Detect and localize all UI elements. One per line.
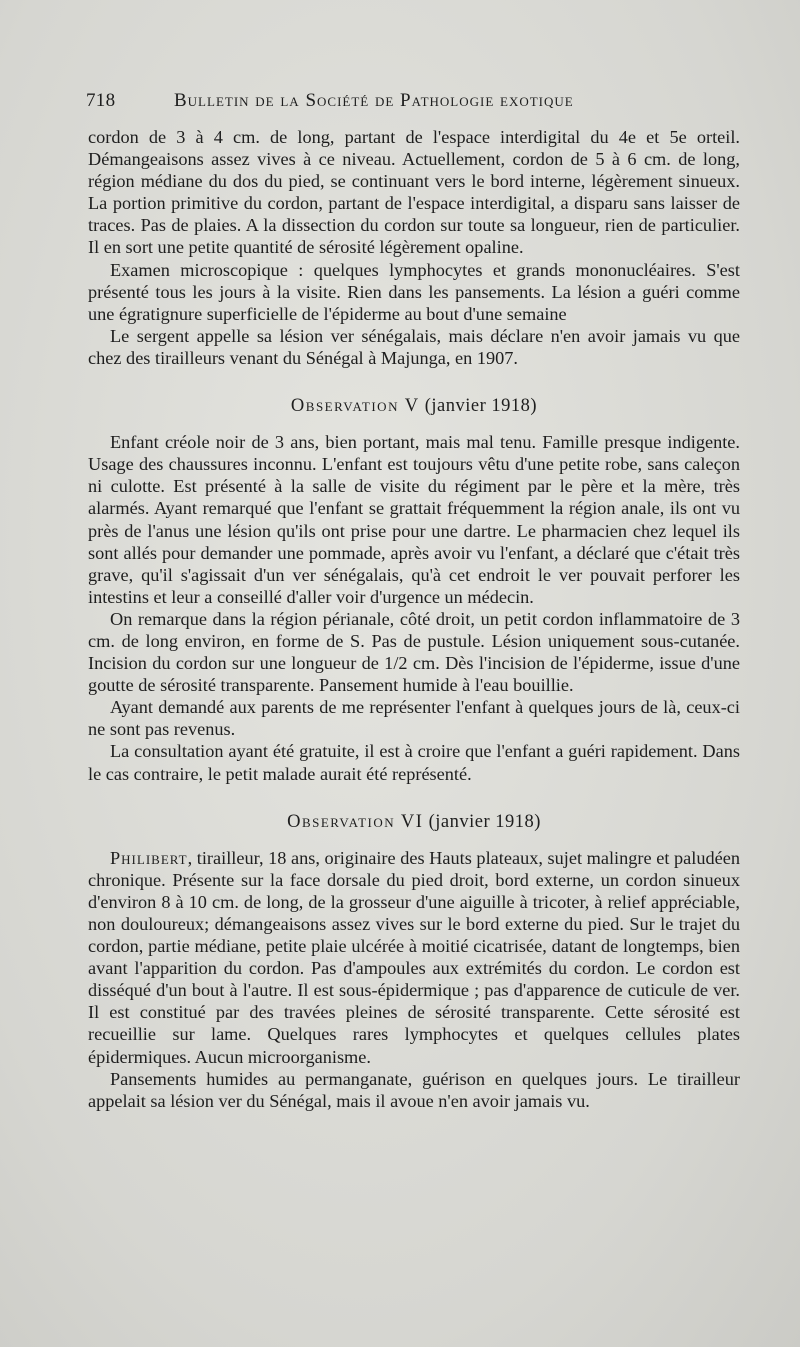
paragraph: Examen microscopique : quelques lymphocytes et grands mononucléaires. S'est présenté tous les jours à la visite. Rien dans les pansements. La lésion a guéri comme une égratignure superficielle de l'épiderme au bout d'une semaine xyxy=(88,259,740,324)
paragraph: La consultation ayant été gratuite, il est à croire que l'enfant a guéri rapidement. Dans le cas contraire, le petit malade aurait été représenté. xyxy=(88,741,740,784)
paragraph: Pansements humides au permanganate, guérison en quelques jours. Le tirailleur appelait sa lésion ver du Sénégal, mais il avoue n'en avoir jamais vu. xyxy=(88,1068,740,1111)
section-heading-observation-6 xyxy=(88,811,740,833)
observation-label: Observation V xyxy=(290,396,420,417)
paragraph: cordon de 3 à 4 cm. de long, partant de l'espace interdigital du 4e et 5e orteil. Démangeaisons assez vives à ce niveau. Actuellement, cordon de 5 à 6 cm. de long, région médiane du dos du pied, se continuant vers le bord interne, légèrement sinueux. La portion primitive du cordon, partant de l'espace interdigital, a disparu sans laisser de traces. Pas de plaies. A la dissection du cordon sur toute sa longueur, rien de particulier. Il en sort une petite quantité de sérosité légèrement opaline. xyxy=(88,127,740,258)
observation-date: (janvier 1918) xyxy=(428,811,541,832)
observation-date: (janvier 1918) xyxy=(424,396,538,417)
paragraph: Ayant demandé aux parents de me représenter l'enfant à quelques jours de là, ceux-ci ne sont pas revenus. xyxy=(88,697,740,740)
patient-name: Philibert xyxy=(110,847,188,868)
paragraph-text: , tirailleur, 18 ans, originaire des Hauts plateaux, sujet malingre et paludéen chronique. Présente sur la face dorsale du pied droit, bord externe, un cordon sinueux d'environ 8 à 10 cm. de long, de la grosseur d'une aiguille à tricoter, à relief appréciable, non douloureux; démangeaisons assez vives sur le bord externe du pied. Sur le trajet du cordon, partie médiane, petite plaie ulcérée à moitié cicatrisée, datant de longtemps, bien avant l'apparition du cordon. Pas d'ampoules aux extrémités du cordon. Le cordon est disséqué d'un bout à l'autre. Il est sous-épidermique ; pas d'apparence de cuticule de ver. Il est constitué par des travées pleines de sérosité transparente. Cette sérosité est recueillie sur lame. Quelques rares lymphocytes et quelques cellules plates épidermiques. Aucun microorganisme. xyxy=(88,847,740,1067)
paragraph: Le sergent appelle sa lésion ver sénégalais, mais déclare n'en avoir jamais vu que chez des tirailleurs venant du Sénégal à Majunga, en 1907. xyxy=(88,325,740,368)
observation-label: Observation VI xyxy=(287,811,424,832)
paragraph: Enfant créole noir de 3 ans, bien portant, mais mal tenu. Famille presque indigente. Usage des chaussures inconnu. L'enfant est toujours vêtu d'une petite robe, sans caleçon ni culotte. Est présenté à la salle de visite du régiment par le père et la mère, très alarmés. Ayant remarqué que l'enfant se grattait fréquemment la région anale, ils ont vu près de l'anus une lésion qu'ils ont prise pour une dartre. Le pharmacien chez lequel ils sont allés pour demander une pommade, après avoir vu l'enfant, a déclaré que c'était très grave, qu'il s'agissait d'un ver sénégalais, qu'à cet endroit le ver pouvait perforer les intestins et leur a conseillé d'aller voir d'urgence un médecin. xyxy=(88,432,740,607)
running-header xyxy=(86,90,746,112)
section-heading-observation-5 xyxy=(88,395,740,417)
running-title: Bulletin de la Société de Pathologie exotique xyxy=(174,90,574,111)
paragraph xyxy=(88,847,740,1068)
page-body xyxy=(88,126,740,1112)
page-number: 718 xyxy=(86,90,116,111)
paragraph: On remarque dans la région périanale, côté droit, un petit cordon inflammatoire de 3 cm. de long environ, en forme de S. Pas de pustule. Lésion uniquement sous-cutanée. Incision du cordon sur une longueur de 1/2 cm. Dès l'incision de l'épiderme, issue d'une goutte de sérosité transparente. Pansement humide à l'eau bouillie. xyxy=(88,608,740,696)
